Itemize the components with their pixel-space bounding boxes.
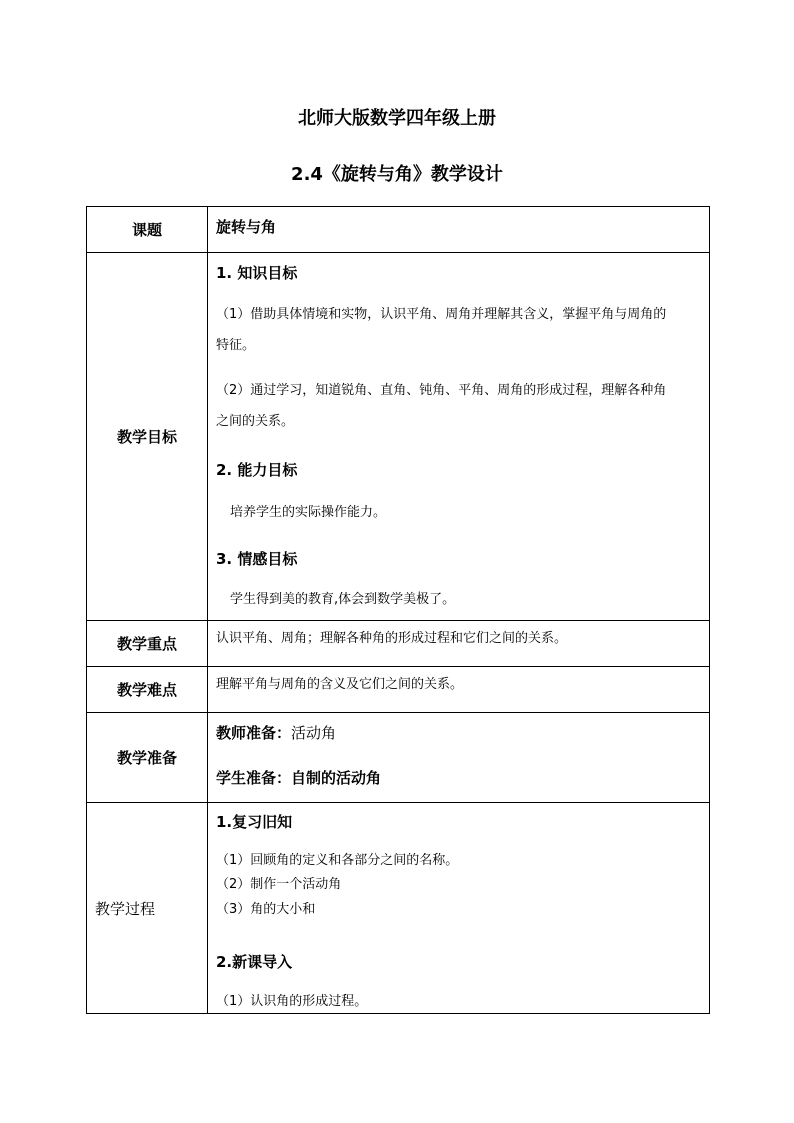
difficulty-cell [208, 667, 710, 713]
new-lesson-heading: 2.新课导入 [216, 953, 293, 971]
review-item-2: （2）制作一个活动角 [216, 877, 342, 892]
goals-label: 教学目标 [87, 253, 208, 621]
emotion-goal-heading: 3. 情感目标 [216, 550, 298, 568]
difficulty-value: 理解平角与周角的含义及它们之间的关系。 [216, 677, 464, 692]
teacher-preparation-value: 活动角 [291, 724, 337, 742]
key-points-value: 认识平角、周角；理解各种角的形成过程和它们之间的关系。 [216, 631, 568, 646]
review-heading: 1.复习旧知 [216, 813, 293, 831]
student-preparation: 学生准备：自制的活动角 [216, 769, 382, 787]
table-row-topic [87, 207, 710, 253]
teacher-preparation-label: 教师准备： [216, 724, 292, 742]
knowledge-goal-1-line-1: （1）借助具体情境和实物，认识平角、周角并理解其含义，掌握平角与周角的 [216, 307, 667, 322]
topic-cell [208, 207, 710, 253]
key-points-cell [208, 621, 710, 667]
knowledge-goal-2-line-1: （2）通过学习，知道锐角、直角、钝角、平角、周角的形成过程，理解各种角 [216, 383, 667, 398]
knowledge-goal-heading: 1. 知识目标 [216, 264, 298, 282]
difficulty-label: 教学难点 [87, 667, 208, 713]
new-lesson-item-1: （1）认识角的形成过程。 [216, 994, 368, 1009]
document-title: 北师大版数学四年级上册 [298, 108, 496, 129]
emotion-goal-text: 学生得到美的教育,体会到数学美极了。 [230, 592, 456, 607]
preparation-label: 教学准备 [87, 713, 208, 803]
table-row-preparation [87, 713, 710, 803]
table-row-process [87, 803, 710, 1014]
table-row-goals [87, 253, 710, 621]
teacher-preparation [216, 722, 701, 743]
goals-cell [208, 253, 710, 621]
process-cell [208, 803, 710, 1014]
preparation-cell [208, 713, 710, 803]
knowledge-goal-1-line-2: 特征。 [216, 338, 256, 353]
review-item-1: （1）回顾角的定义和各部分之间的名称。 [216, 853, 459, 868]
lesson-plan-table [86, 206, 710, 1014]
topic-value: 旋转与角 [216, 218, 277, 236]
table-row-key-points [87, 621, 710, 667]
ability-goal-heading: 2. 能力目标 [216, 461, 298, 479]
table-row-difficulty [87, 667, 710, 713]
knowledge-goal-2-line-2: 之间的关系。 [216, 414, 295, 429]
ability-goal-text: 培养学生的实际操作能力。 [230, 505, 387, 520]
key-points-label: 教学重点 [87, 621, 208, 667]
review-item-3: （3）角的大小和 [216, 902, 316, 917]
topic-label: 课题 [87, 207, 208, 253]
process-label: 教学过程 [87, 803, 208, 1014]
document-subtitle: 2.4《旋转与角》教学设计 [291, 164, 503, 185]
